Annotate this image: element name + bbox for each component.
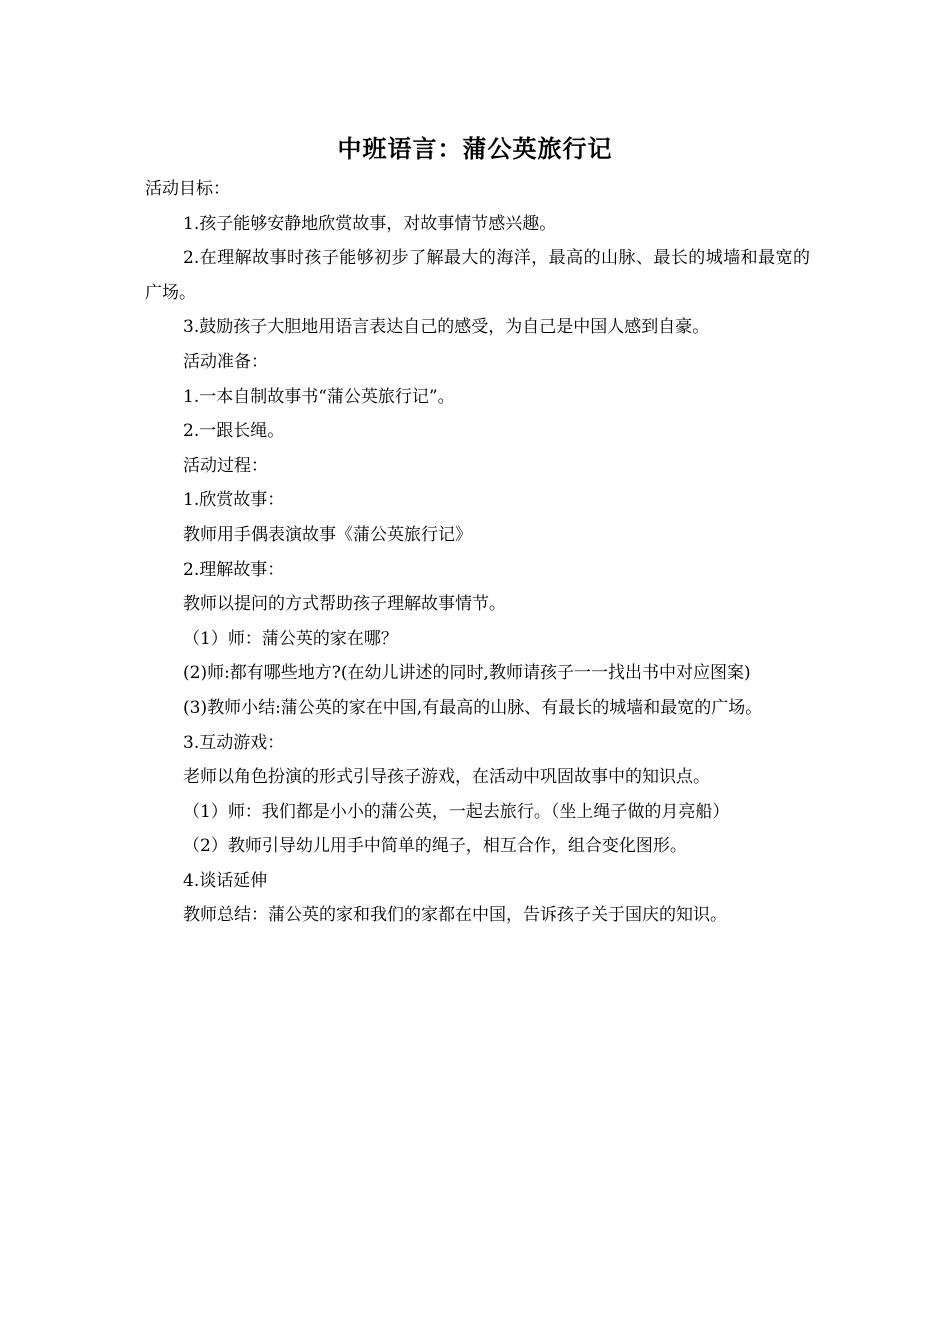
process-step-2: 2.理解故事： — [183, 559, 285, 580]
section-heading-preparation: 活动准备： — [183, 351, 268, 372]
process-step-3: 3.互动游戏： — [183, 732, 285, 753]
process-step-3-item-1: （1）师：我们都是小小的蒲公英，一起去旅行。（坐上绳子做的月亮船） — [183, 801, 730, 822]
process-step-3-item-2: （2）教师引导幼儿用手中简单的绳子，相互合作，组合变化图形。 — [183, 836, 687, 857]
process-step-2-detail: 教师以提问的方式帮助孩子理解故事情节。 — [183, 594, 506, 615]
process-step-1: 1.欣赏故事： — [183, 490, 285, 511]
preparation-item-2: 2.一跟长绳。 — [183, 421, 285, 442]
process-step-4-detail: 教师总结：蒲公英的家和我们的家都在中国，告诉孩子关于国庆的知识。 — [183, 905, 727, 926]
process-step-2-question-2: (2)师:都有哪些地方?(在幼儿讲述的同时,教师请孩子一一找出书中对应图案) — [183, 663, 751, 684]
goal-item-1: 1.孩子能够安静地欣赏故事，对故事情节感兴趣。 — [183, 213, 557, 234]
process-step-3-detail: 老师以角色扮演的形式引导孩子游戏，在活动中巩固故事中的知识点。 — [183, 767, 710, 788]
process-step-1-detail: 教师用手偶表演故事《蒲公英旅行记》 — [183, 524, 472, 545]
process-step-2-question-1: （1）师：蒲公英的家在哪？ — [183, 628, 398, 649]
section-heading-process: 活动过程： — [183, 455, 268, 476]
process-step-4: 4.谈话延伸 — [183, 870, 268, 891]
document-body — [145, 172, 810, 933]
document-title: 中班语言：蒲公英旅行记 — [337, 135, 613, 163]
preparation-item-1: 1.一本自制故事书“蒲公英旅行记”。 — [183, 386, 455, 407]
goal-item-2: 2.在理解故事时孩子能够初步了解最大的海洋，最高的山脉、最长的城墙和最宽的广场。 — [145, 248, 810, 303]
goal-item-3: 3.鼓励孩子大胆地用语言表达自己的感受，为自己是中国人感到自豪。 — [183, 317, 710, 338]
section-heading-goals: 活动目标： — [145, 179, 230, 199]
process-step-2-summary: (3)教师小结:蒲公英的家在中国,有最高的山脉、有最长的城墙和最宽的广场。 — [183, 697, 763, 718]
